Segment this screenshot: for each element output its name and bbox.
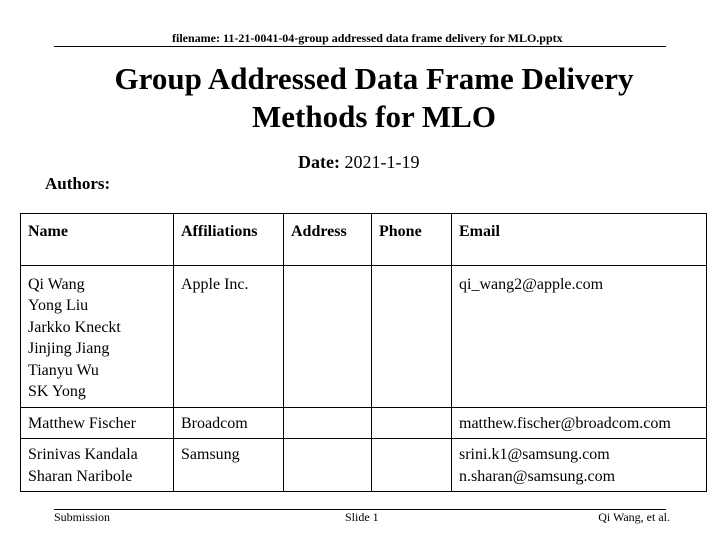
column-header-name: Name bbox=[21, 214, 174, 266]
author-email: qi_wang2@apple.com bbox=[459, 275, 604, 293]
name-cell bbox=[21, 439, 174, 492]
address-cell bbox=[284, 265, 372, 407]
author-name: Jarkko Kneckt bbox=[28, 318, 121, 336]
slide-title bbox=[60, 60, 688, 136]
title-line-2: Methods for MLO bbox=[252, 99, 496, 134]
author-email: srini.k1@samsung.com bbox=[459, 446, 610, 463]
table-row bbox=[21, 407, 707, 439]
authors-table bbox=[20, 213, 707, 492]
header-divider bbox=[54, 46, 666, 47]
date-label: Date: bbox=[298, 152, 340, 172]
column-header-phone: Phone bbox=[372, 214, 452, 266]
name-cell bbox=[21, 407, 174, 439]
author-name: Qi Wang bbox=[28, 275, 85, 293]
column-header-address: Address bbox=[284, 214, 372, 266]
affiliation-cell: Apple Inc. bbox=[174, 265, 284, 407]
column-header-affiliations: Affiliations bbox=[174, 214, 284, 266]
phone-cell bbox=[372, 265, 452, 407]
author-name: Jinjing Jiang bbox=[28, 340, 110, 357]
footer-author: Qi Wang, et al. bbox=[598, 510, 670, 524]
author-name: SK Yong bbox=[28, 383, 86, 400]
author-name: Yong Liu bbox=[28, 297, 89, 314]
email-cell bbox=[452, 407, 707, 439]
affiliation-cell: Broadcom bbox=[174, 407, 284, 439]
name-cell bbox=[21, 265, 174, 407]
author-name: Tianyu Wu bbox=[28, 361, 99, 379]
phone-cell bbox=[372, 407, 452, 439]
header-filename: filename: 11-21-0041-04-group addressed data frame delivery for MLO.pptx bbox=[172, 31, 563, 45]
author-name: Srinivas Kandala bbox=[28, 446, 138, 463]
footer-submission: Submission bbox=[54, 510, 111, 524]
email-cell bbox=[452, 439, 707, 492]
date-value: 2021-1-19 bbox=[344, 152, 420, 172]
table-row bbox=[21, 439, 707, 492]
author-email: n.sharan@samsung.com bbox=[459, 467, 616, 485]
phone-cell bbox=[372, 439, 452, 492]
address-cell bbox=[284, 439, 372, 492]
table-row bbox=[21, 265, 707, 407]
author-name: Sharan Naribole bbox=[28, 467, 133, 485]
date-line bbox=[298, 152, 419, 173]
email-cell bbox=[452, 265, 707, 407]
author-email: matthew.fischer@broadcom.com bbox=[459, 414, 671, 432]
address-cell bbox=[284, 407, 372, 439]
authors-label: Authors: bbox=[45, 174, 111, 193]
table-header-row bbox=[21, 214, 707, 266]
title-line-1: Group Addressed Data Frame Delivery bbox=[114, 61, 634, 96]
author-name: Matthew Fischer bbox=[28, 414, 136, 432]
affiliation-cell: Samsung bbox=[174, 439, 284, 492]
column-header-email: Email bbox=[452, 214, 707, 266]
footer-slide-number: Slide 1 bbox=[345, 510, 379, 524]
